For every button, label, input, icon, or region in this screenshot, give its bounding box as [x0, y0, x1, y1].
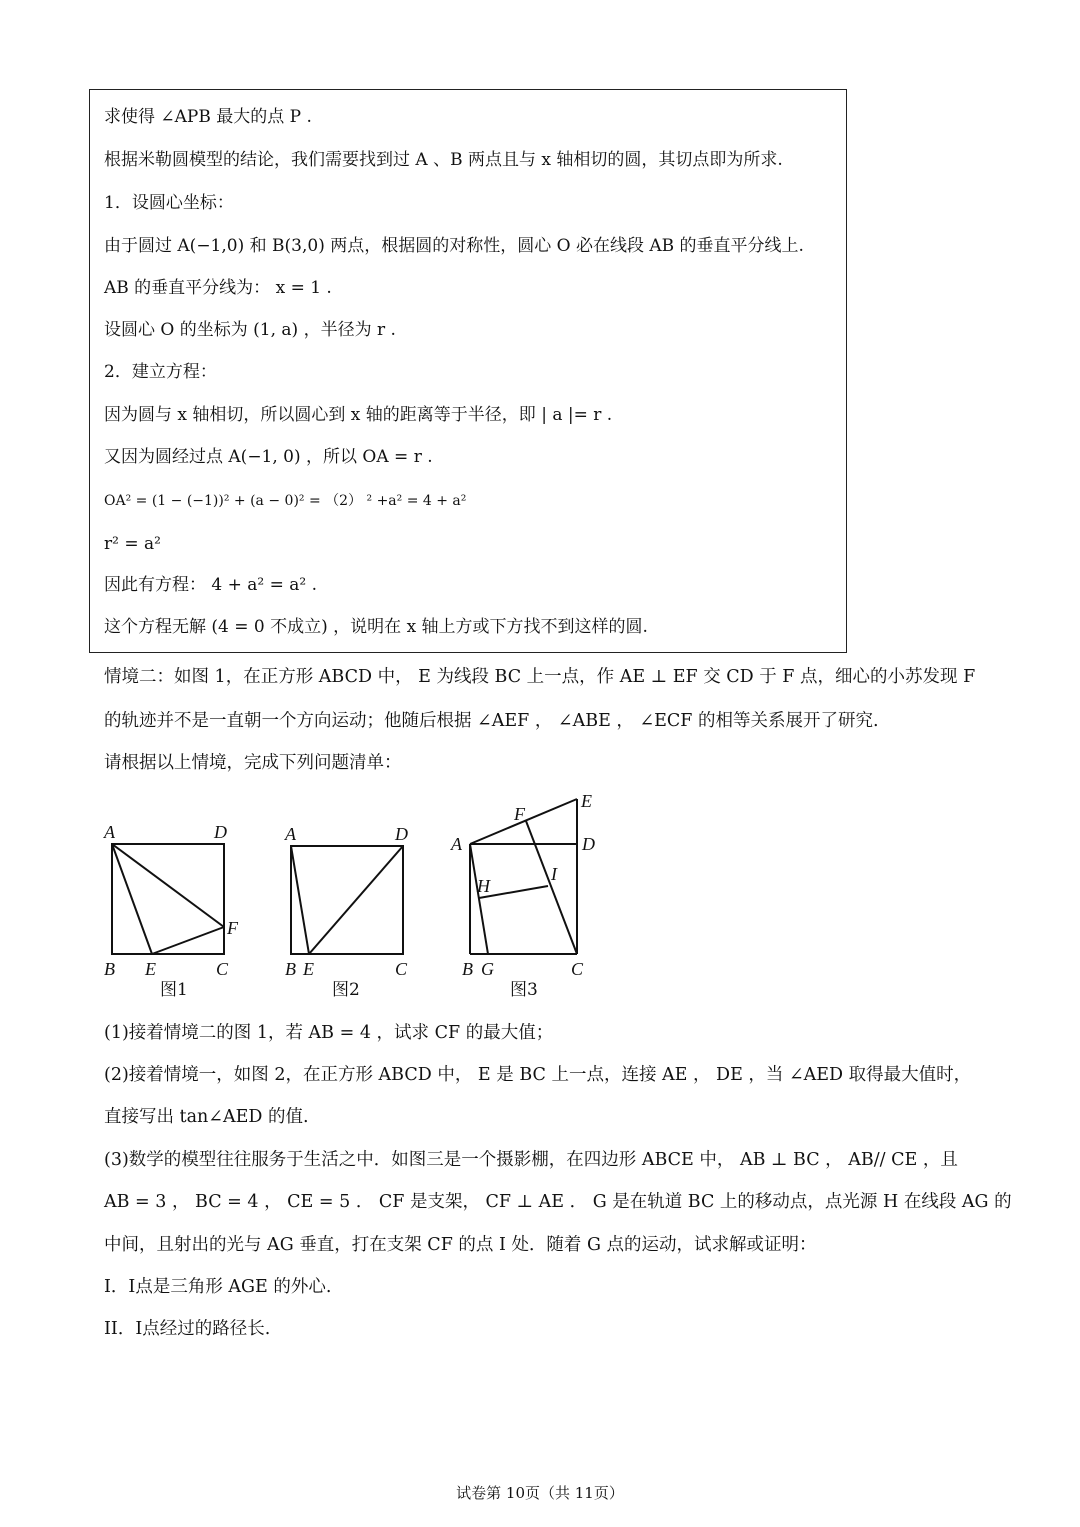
page-footer: 试卷第 10页（共 11页） — [456, 1484, 624, 1502]
scenario-line-2: 的轨迹并不是一直朝一个方向运动；他随后根据 ∠AEF ， ∠ABE ， ∠ECF 的相等关系展开了研究. — [104, 711, 879, 731]
scenario-line-1: 情境二：如图 1，在正方形 ABCD 中， E 为线段 BC 上一点，作 AE ⊥ EF 交 CD 于 F 点，细心的小苏发现 F — [104, 667, 976, 687]
figure-1 — [112, 844, 224, 954]
question-2: (2)接着情境一，如图 2，在正方形 ABCD 中， E 是 BC 上一点，连接 AE ， DE ，当 ∠AED 取得最大值时， — [104, 1065, 972, 1085]
question-3-cont-2: 中间，且射出的光与 AG 垂直，打在支架 CF 的点 I 处．随着 G 点的运动，试求解或证明： — [104, 1235, 817, 1255]
solution-line-1: 求使得 ∠APB 最大的点 P . — [104, 107, 312, 127]
fig3-caption: 图3 — [510, 980, 538, 1000]
solution-line-10: OA² = (1 − (−1))² + (a − 0)² = （2） ² +a² = 4 + a² — [104, 493, 467, 509]
fig1-label-a: A — [104, 822, 115, 842]
fig1-label-c: C — [216, 959, 229, 979]
fig3-label-b: B — [462, 959, 473, 979]
solution-line-7: 2．建立方程： — [104, 362, 217, 382]
fig1-label-e: E — [145, 959, 156, 979]
question-1: (1)接着情境二的图 1，若 AB = 4 ，试求 CF 的最大值； — [104, 1023, 554, 1043]
fig2-square — [291, 846, 403, 954]
fig1-label-b: B — [104, 959, 115, 979]
fig1-segment-ae — [112, 844, 152, 954]
fig2-caption: 图2 — [332, 980, 360, 1000]
fig3-label-i: I — [551, 864, 557, 884]
question-3-part-ii: II．I点经过的路径长. — [104, 1319, 271, 1339]
solution-line-13: 这个方程无解 (4 = 0 不成立) ，说明在 x 轴上方或下方找不到这样的圆. — [104, 617, 648, 637]
solution-line-6: 设圆心 O 的坐标为 (1, a) ，半径为 r . — [104, 320, 396, 340]
solution-line-11: r² = a² — [104, 534, 161, 554]
fig3-segment-ag — [470, 844, 488, 954]
fig3-label-g: G — [481, 959, 494, 979]
question-3: (3)数学的模型往往服务于生活之中．如图三是一个摄影棚，在四边形 ABCE 中， AB ⊥ BC ， AB// CE ，且 — [104, 1150, 958, 1170]
solution-line-4: 由于圆过 A(−1,0) 和 B(3,0) 两点，根据圆的对称性，圆心 O 必在线段 AB 的垂直平分线上. — [104, 236, 804, 256]
fig2-label-d: D — [395, 824, 408, 844]
scenario-line-3: 请根据以上情境，完成下列问题清单： — [104, 753, 402, 773]
fig3-label-h: H — [477, 876, 490, 896]
fig1-segment-af — [112, 844, 224, 927]
solution-line-12: 因此有方程： 4 + a² = a² . — [104, 575, 318, 595]
figures-area — [90, 785, 630, 1005]
fig3-label-e: E — [581, 791, 592, 811]
geometry-figures — [90, 785, 630, 1005]
fig3-label-d: D — [582, 834, 595, 854]
question-3-cont-1: AB = 3 ， BC = 4 ， CE = 5 ． CF 是支架， CF ⊥ AE ． G 是在轨道 BC 上的移动点，点光源 H 在线段 AG 的 — [104, 1192, 1012, 1212]
fig3-label-a: A — [451, 834, 462, 854]
solution-line-5: AB 的垂直平分线为： x = 1 . — [104, 278, 332, 298]
fig2-label-c: C — [395, 959, 408, 979]
solution-line-3: 1．设圆心坐标： — [104, 193, 234, 213]
fig3-label-c: C — [571, 959, 584, 979]
fig1-label-d: D — [214, 822, 227, 842]
fig2-label-b: B — [285, 959, 296, 979]
fig2-segment-ae — [291, 846, 309, 954]
fig1-segment-ef — [152, 927, 224, 954]
fig3-label-f: F — [514, 804, 525, 824]
fig2-segment-de — [309, 846, 403, 954]
fig2-label-a: A — [285, 824, 296, 844]
fig1-caption: 图1 — [160, 980, 188, 1000]
figure-2 — [291, 846, 403, 954]
question-2-cont: 直接写出 tan∠AED 的值. — [104, 1107, 309, 1127]
fig1-square — [112, 844, 224, 954]
fig1-label-f: F — [227, 918, 238, 938]
solution-line-9: 又因为圆经过点 A(−1, 0) ，所以 OA = r . — [104, 447, 433, 467]
solution-line-2: 根据米勒圆模型的结论，我们需要找到过 A 、B 两点且与 x 轴相切的圆，其切点即为所求. — [104, 150, 783, 170]
question-3-part-i: I．I点是三角形 AGE 的外心. — [104, 1277, 332, 1297]
fig2-label-e: E — [303, 959, 314, 979]
solution-line-8: 因为圆与 x 轴相切，所以圆心到 x 轴的距离等于半径，即 | a |= r . — [104, 405, 613, 425]
